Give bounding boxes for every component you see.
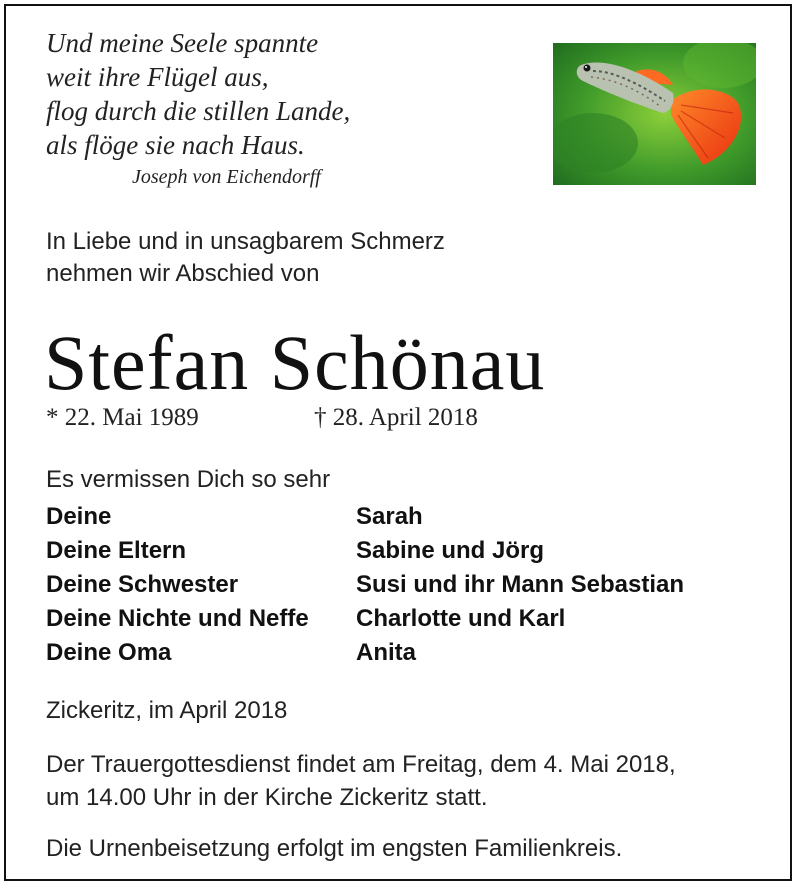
poem-line: als flöge sie nach Haus. <box>46 130 305 160</box>
mourner-relation: Deine Nichte und Neffe <box>46 605 309 632</box>
mourner-relation: Deine <box>46 503 112 530</box>
service-line: Der Trauergottesdienst findet am Freitag, dem 4. Mai 2018, <box>46 751 676 778</box>
mourner-names: Sabine und Jörg <box>356 537 545 564</box>
poem-line: weit ihre Flügel aus, <box>46 62 269 92</box>
intro-line: nehmen wir Abschied von <box>46 260 320 287</box>
intro-text <box>46 226 445 290</box>
intro-line: In Liebe und in unsagbarem Schmerz <box>46 228 445 255</box>
poem-line: flog durch die stillen Lande, <box>46 96 351 126</box>
deceased-name: Stefan Schönau <box>44 319 546 406</box>
poem-line: Und meine Seele spannte <box>46 28 319 58</box>
guppy-fish-image <box>553 43 756 185</box>
mourner-names: Sarah <box>356 503 423 530</box>
poem-author: Joseph von Eichendorff <box>132 166 321 188</box>
service-line: um 14.00 Uhr in der Kirche Zickeritz statt. <box>46 784 488 811</box>
death-date: † 28. April 2018 <box>314 404 478 431</box>
service-info <box>46 748 676 814</box>
mourner-names: Charlotte und Karl <box>356 605 566 632</box>
mourner-names: Susi und ihr Mann Sebastian <box>356 571 685 598</box>
mourner-relation: Deine Eltern <box>46 537 187 564</box>
poem <box>46 26 350 162</box>
guppy-fish-photo <box>553 43 756 185</box>
birth-date: * 22. Mai 1989 <box>46 404 199 431</box>
burial-info: Die Urnenbeisetzung erfolgt im engsten Familienkreis. <box>46 835 623 862</box>
mourner-names: Anita <box>356 639 416 666</box>
mourners-heading: Es vermissen Dich so sehr <box>46 466 331 493</box>
place-date: Zickeritz, im April 2018 <box>46 697 288 724</box>
life-dates <box>46 404 478 432</box>
mourner-relation: Deine Schwester <box>46 571 239 598</box>
mourner-relation: Deine Oma <box>46 639 172 666</box>
